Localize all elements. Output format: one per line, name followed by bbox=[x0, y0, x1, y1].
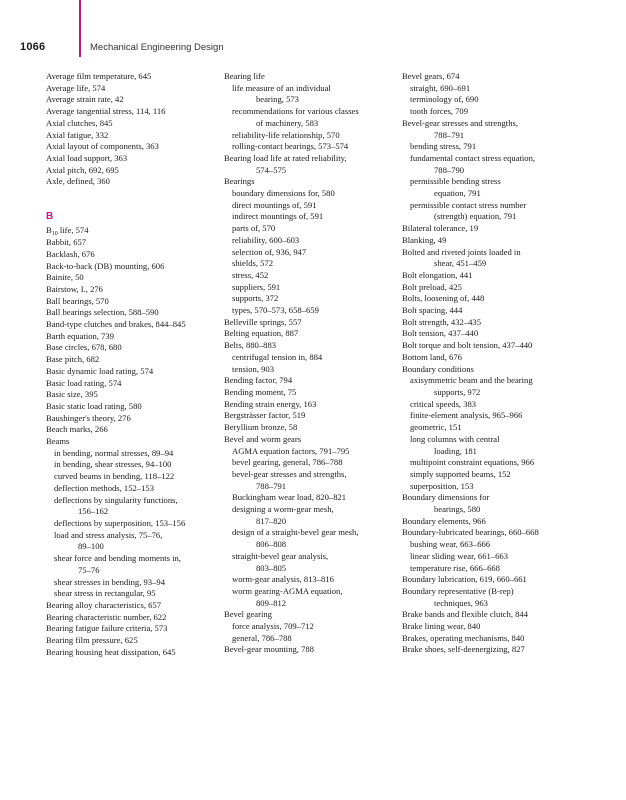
index-entry: Band-type clutches and brakes, 844–845 bbox=[46, 319, 186, 330]
index-entry: Brake shoes, self-deenergizing, 827 bbox=[402, 644, 525, 655]
index-entry: Bottom land, 676 bbox=[402, 351, 462, 362]
index-subentry: superposition, 153 bbox=[410, 480, 474, 491]
index-entry: Backlash, 676 bbox=[46, 248, 95, 259]
index-subentry: parts of, 570 bbox=[232, 223, 276, 234]
index-entry: Beach marks, 266 bbox=[46, 424, 108, 435]
index-subentry: 156–162 bbox=[78, 506, 109, 517]
index-subentry: bevel-gear stresses and strengths, bbox=[232, 468, 347, 479]
index-subentry: reliability, 600–603 bbox=[232, 234, 300, 245]
index-entry: Belts, 880–883 bbox=[224, 340, 277, 351]
index-group-b bbox=[46, 237, 216, 658]
index-entry: Bolt tension, 437–440 bbox=[402, 328, 479, 339]
index-subentry: design of a straight-bevel gear mesh, bbox=[232, 527, 359, 538]
index-entry: Bearing fatigue failure criteria, 573 bbox=[46, 623, 168, 634]
index-entry: Bevel and worm gears bbox=[224, 433, 302, 444]
b10-subscript: 10 bbox=[51, 231, 58, 238]
index-entry-b10-life bbox=[46, 225, 216, 237]
index-subentry: force analysis, 709–712 bbox=[232, 621, 314, 632]
index-subentry: designing a worm-gear mesh, bbox=[232, 504, 334, 515]
index-entry: Brakes, operating mechanisms, 840 bbox=[402, 632, 525, 643]
index-subentry: direct mountings of, 591 bbox=[232, 199, 317, 210]
index-subentry: finite-element analysis, 965–966 bbox=[410, 410, 523, 421]
index-subentry: deflection methods, 152–153 bbox=[54, 482, 155, 493]
index-column-2 bbox=[224, 71, 389, 656]
index-subentry: deflections by singularity functions, bbox=[54, 494, 178, 505]
index-entry: Blanking, 49 bbox=[402, 234, 447, 245]
section-gap bbox=[46, 188, 216, 200]
index-subentry: 817–820 bbox=[256, 515, 287, 526]
index-subentry: types, 570–573, 658–659 bbox=[232, 305, 319, 316]
index-entry: Bearings bbox=[224, 176, 255, 187]
index-entry: Bairstow, I., 276 bbox=[46, 283, 103, 294]
index-subentry: worm gearing-AGMA equation, bbox=[232, 585, 343, 596]
index-subentry: 75–76 bbox=[78, 564, 100, 575]
index-entry: Bainite, 50 bbox=[46, 272, 84, 283]
index-entry: Boundary conditions bbox=[402, 363, 474, 374]
index-entry: Beams bbox=[46, 436, 70, 447]
section-letter-heading: B bbox=[46, 211, 54, 223]
index-entry: Bearing film pressure, 625 bbox=[46, 635, 138, 646]
index-entry: Bevel-gear stresses and strengths, bbox=[402, 117, 518, 128]
index-subentry: supports, 972 bbox=[434, 386, 481, 397]
index-subentry: shear, 451–459 bbox=[434, 258, 487, 269]
index-entry: Ball bearings, 570 bbox=[46, 295, 109, 306]
index-subentry: bushing wear, 663–666 bbox=[410, 539, 491, 550]
index-entry: Back-to-back (DB) mounting, 606 bbox=[46, 260, 165, 271]
index-entry: Brake lining wear, 840 bbox=[402, 621, 481, 632]
index-entry: Barth equation, 739 bbox=[46, 330, 115, 341]
index-entry: Bolts, loosening of, 448 bbox=[402, 293, 485, 304]
index-subentry: axisymmetric beam and the bearing bbox=[410, 375, 533, 386]
index-entry: Bolt torque and bolt tension, 437–440 bbox=[402, 340, 533, 351]
index-subentry: geometric, 151 bbox=[410, 422, 462, 433]
index-subentry: tooth forces, 709 bbox=[410, 106, 468, 117]
index-entry: Base pitch, 682 bbox=[46, 354, 100, 365]
index-subentry: stress, 452 bbox=[232, 269, 269, 280]
index-subentry: permissible contact stress number bbox=[410, 199, 527, 210]
index-entry: Brake bands and flexible clutch, 844 bbox=[402, 609, 529, 620]
index-entry: Average film temperature, 645 bbox=[46, 71, 152, 81]
index-subentry: shear force and bending moments in, bbox=[54, 553, 181, 564]
index-subentry: 574–575 bbox=[256, 164, 287, 175]
index-entry: Bevel-gear mounting, 788 bbox=[224, 644, 314, 655]
index-entry: Bearing life bbox=[224, 71, 265, 81]
index-subentry: curved beams in bending, 118–122 bbox=[54, 471, 175, 482]
index-entry: Bending factor, 794 bbox=[224, 375, 293, 386]
index-entry: Boundary dimensions for bbox=[402, 492, 490, 503]
index-subentry: bearing, 573 bbox=[256, 94, 299, 105]
index-subentry: bending stress, 791 bbox=[410, 141, 477, 152]
index-subentry: 788–791 bbox=[256, 480, 287, 491]
index-subentry: worm-gear analysis, 813–816 bbox=[232, 574, 334, 585]
index-subentry: fundamental contact stress equation, bbox=[410, 152, 536, 163]
index-entry: Basic load rating, 574 bbox=[46, 377, 122, 388]
section-gap bbox=[46, 200, 216, 212]
index-entry: Bolted and riveted joints loaded in bbox=[402, 246, 521, 257]
index-entry: Axial pitch, 692, 695 bbox=[46, 164, 119, 175]
index-entry: Bearing alloy characteristics, 657 bbox=[46, 599, 162, 610]
index-entry: Average tangential stress, 114, 116 bbox=[46, 106, 166, 117]
index-subentry: supports, 372 bbox=[232, 293, 279, 304]
index-column-3 bbox=[402, 71, 582, 656]
index-subentry: long columns with central bbox=[410, 433, 500, 444]
index-subentry: straight, 690–691 bbox=[410, 82, 471, 93]
index-entry: Average life, 574 bbox=[46, 82, 106, 93]
index-subentry: 788–791 bbox=[434, 129, 465, 140]
index-subentry: temperature rise, 666–668 bbox=[410, 562, 500, 573]
index-entry: Bergsträsser factor, 519 bbox=[224, 410, 306, 421]
index-subentry: load and stress analysis, 75–76, bbox=[54, 529, 163, 540]
index-entry: Babbit, 657 bbox=[46, 237, 87, 248]
index-subentry: life measure of an individual bbox=[232, 82, 331, 93]
index-entry: Ball bearings selection, 588–590 bbox=[46, 307, 159, 318]
index-subentry: shields, 572 bbox=[232, 258, 274, 269]
index-entry: Axle, defined, 360 bbox=[46, 176, 110, 187]
index-entry: Bolt elongation, 441 bbox=[402, 269, 473, 280]
index-entry: Average strain rate, 42 bbox=[46, 94, 124, 105]
index-entry: Basic size, 395 bbox=[46, 389, 98, 400]
index-subentry: 809–812 bbox=[256, 597, 287, 608]
index-subentry: 788–790 bbox=[434, 164, 465, 175]
index-column-1 bbox=[46, 71, 216, 658]
index-subentry: loading, 181 bbox=[434, 445, 477, 456]
index-subentry: tension, 903 bbox=[232, 363, 275, 374]
index-subentry: deflections by superposition, 153–156 bbox=[54, 517, 186, 528]
index-subentry: in bending, shear stresses, 94–100 bbox=[54, 459, 172, 470]
index-entry: Bilateral tolerance, 19 bbox=[402, 223, 479, 234]
index-entry: Basic static load rating, 580 bbox=[46, 400, 142, 411]
index-entry: Bevel gearing bbox=[224, 609, 272, 620]
index-subentry: equation, 791 bbox=[434, 188, 481, 199]
index-entry: Belting equation, 887 bbox=[224, 328, 299, 339]
index-subentry: 803–805 bbox=[256, 562, 287, 573]
index-subentry: selection of, 936, 947 bbox=[232, 246, 307, 257]
index-entry: Beryllium bronze, 58 bbox=[224, 422, 298, 433]
index-subentry: (strength) equation, 791 bbox=[434, 211, 517, 222]
book-title: Mechanical Engineering Design bbox=[90, 42, 224, 53]
index-subentry: 806–808 bbox=[256, 539, 287, 550]
index-subentry: reliability-life relationship, 570 bbox=[232, 129, 340, 140]
index-subentry: AGMA equation factors, 791–795 bbox=[232, 445, 350, 456]
index-group-a bbox=[46, 71, 216, 188]
index-subentry: in bending, normal stresses, 89–94 bbox=[54, 447, 174, 458]
index-entry: Bolt preload, 425 bbox=[402, 281, 462, 292]
index-subentry: bevel gearing, general, 786–788 bbox=[232, 457, 343, 468]
index-subentry: boundary dimensions for, 580 bbox=[232, 188, 335, 199]
index-entry: Bolt strength, 432–435 bbox=[402, 316, 482, 327]
header-accent-rule bbox=[79, 0, 81, 57]
index-entry: Basic dynamic load rating, 574 bbox=[46, 365, 154, 376]
index-subentry: centrifugal tension in, 884 bbox=[232, 351, 323, 362]
index-subentry: general, 786–788 bbox=[232, 632, 292, 643]
index-subentry: straight-bevel gear analysis, bbox=[232, 550, 329, 561]
index-entry: Boundary representative (B-rep) bbox=[402, 585, 514, 596]
index-subentry: rolling-contact bearings, 573–574 bbox=[232, 141, 349, 152]
index-subentry: shear stresses in bending, 93–94 bbox=[54, 576, 165, 587]
index-subentry: linear sliding wear, 661–663 bbox=[410, 550, 508, 561]
b10-base: B bbox=[46, 225, 52, 236]
index-subentry: bearings, 580 bbox=[434, 504, 481, 515]
index-entry: Axial clutches, 845 bbox=[46, 117, 113, 128]
index-entry: Boundary lubrication, 619, 660–661 bbox=[402, 574, 527, 585]
index-subentry: critical speeds, 383 bbox=[410, 398, 477, 409]
index-subentry: multipoint constraint equations, 966 bbox=[410, 457, 535, 468]
index-subentry: recommendations for various classes bbox=[232, 106, 359, 117]
index-entry: Boundary-lubricated bearings, 660–668 bbox=[402, 527, 539, 538]
b10-rest: life, 574 bbox=[57, 225, 89, 236]
index-subentry: suppliers, 591 bbox=[232, 281, 281, 292]
index-entry: Axial fatigue, 332 bbox=[46, 129, 109, 140]
index-entry: Bevel gears, 674 bbox=[402, 71, 460, 81]
index-entry: Belleville springs, 557 bbox=[224, 316, 302, 327]
index-subentry: of machinery, 583 bbox=[256, 117, 319, 128]
index-subentry: shear stress in rectangular, 95 bbox=[54, 588, 156, 599]
index-subentry: terminology of, 690 bbox=[410, 94, 479, 105]
index-entry: Axial layout of components, 363 bbox=[46, 141, 159, 152]
index-subentry: techniques, 963 bbox=[434, 597, 488, 608]
page-number: 1066 bbox=[20, 41, 46, 53]
index-subentry: simply supported beams, 152 bbox=[410, 468, 511, 479]
index-entry: Base circles, 678, 680 bbox=[46, 342, 122, 353]
index-entry: Bearing characteristic number, 622 bbox=[46, 611, 167, 622]
index-entry: Bearing load life at rated reliability, bbox=[224, 152, 347, 163]
index-subentry: permissible bending stress bbox=[410, 176, 501, 187]
index-entry: Boundary elements, 966 bbox=[402, 515, 486, 526]
index-entry: Bearing housing heat dissipation, 645 bbox=[46, 646, 176, 657]
index-entry: Baushinger's theory, 276 bbox=[46, 412, 131, 423]
index-subentry: indirect mountings of, 591 bbox=[232, 211, 324, 222]
index-entry: Bending moment, 75 bbox=[224, 386, 297, 397]
index-subentry: 89–100 bbox=[78, 541, 104, 552]
index-entry: Axial load support, 363 bbox=[46, 152, 128, 163]
index-subentry: Buckingham wear load, 820–821 bbox=[232, 492, 347, 503]
index-entry: Bolt spacing, 444 bbox=[402, 305, 463, 316]
index-entry: Bending strain energy, 163 bbox=[224, 398, 317, 409]
